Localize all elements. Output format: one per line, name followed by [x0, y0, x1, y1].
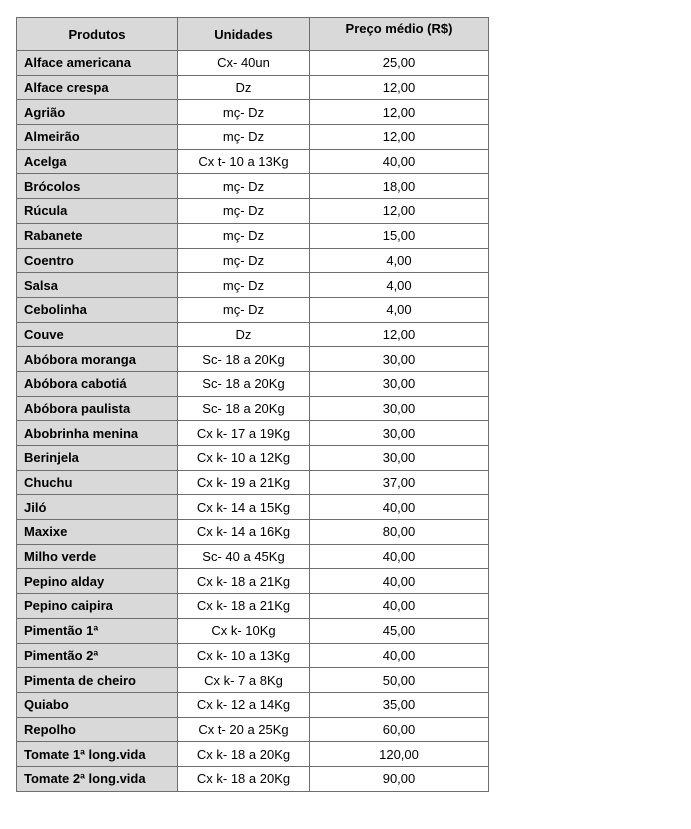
table-body — [17, 51, 489, 792]
cell-produto: Jiló — [17, 495, 178, 520]
cell-unidade: Cx k- 18 a 21Kg — [178, 569, 310, 594]
cell-preco-medio: 60,00 — [310, 717, 489, 742]
cell-preco-medio: 30,00 — [310, 446, 489, 471]
table-row — [17, 396, 489, 421]
cell-preco-medio: 4,00 — [310, 248, 489, 273]
table-row — [17, 347, 489, 372]
cell-preco-medio: 25,00 — [310, 51, 489, 76]
cell-preco-medio: 30,00 — [310, 347, 489, 372]
cell-unidade: Cx k- 7 a 8Kg — [178, 668, 310, 693]
cell-produto: Quiabo — [17, 692, 178, 717]
cell-preco-medio: 40,00 — [310, 544, 489, 569]
cell-preco-medio: 40,00 — [310, 149, 489, 174]
cell-unidade: Cx k- 14 a 15Kg — [178, 495, 310, 520]
cell-produto: Alface americana — [17, 51, 178, 76]
cell-produto: Almeirão — [17, 125, 178, 150]
table-row — [17, 569, 489, 594]
table-row — [17, 297, 489, 322]
cell-unidade: Cx k- 10 a 12Kg — [178, 446, 310, 471]
cell-unidade: Cx k- 18 a 20Kg — [178, 766, 310, 791]
cell-produto: Abóbora moranga — [17, 347, 178, 372]
table-row — [17, 100, 489, 125]
cell-preco-medio: 30,00 — [310, 396, 489, 421]
cell-preco-medio: 12,00 — [310, 322, 489, 347]
cell-preco-medio: 90,00 — [310, 766, 489, 791]
cell-produto: Rabanete — [17, 223, 178, 248]
cell-unidade: Cx k- 17 a 19Kg — [178, 421, 310, 446]
cell-unidade: Cx k- 14 a 16Kg — [178, 520, 310, 545]
cell-unidade: mç- Dz — [178, 100, 310, 125]
cell-unidade: Sc- 18 a 20Kg — [178, 347, 310, 372]
cell-produto: Brócolos — [17, 174, 178, 199]
cell-produto: Acelga — [17, 149, 178, 174]
cell-produto: Pepino alday — [17, 569, 178, 594]
cell-unidade: Sc- 18 a 20Kg — [178, 371, 310, 396]
table-row — [17, 149, 489, 174]
cell-preco-medio: 80,00 — [310, 520, 489, 545]
cell-unidade: Cx t- 10 a 13Kg — [178, 149, 310, 174]
cell-unidade: Cx k- 19 a 21Kg — [178, 470, 310, 495]
cell-preco-medio: 4,00 — [310, 297, 489, 322]
table-row — [17, 643, 489, 668]
table-row — [17, 742, 489, 767]
cell-produto: Rúcula — [17, 199, 178, 224]
cell-unidade: Sc- 40 a 45Kg — [178, 544, 310, 569]
cell-preco-medio: 40,00 — [310, 495, 489, 520]
cell-unidade: Cx k- 18 a 20Kg — [178, 742, 310, 767]
table-row — [17, 520, 489, 545]
cell-unidade: mç- Dz — [178, 273, 310, 298]
cell-unidade: Cx k- 10Kg — [178, 618, 310, 643]
cell-preco-medio: 12,00 — [310, 125, 489, 150]
cell-unidade: mç- Dz — [178, 297, 310, 322]
table-row — [17, 75, 489, 100]
cell-unidade: Cx k- 12 a 14Kg — [178, 692, 310, 717]
cell-unidade: mç- Dz — [178, 174, 310, 199]
cell-produto: Pimenta de cheiro — [17, 668, 178, 693]
cell-unidade: mç- Dz — [178, 223, 310, 248]
cell-produto: Alface crespa — [17, 75, 178, 100]
table-row — [17, 322, 489, 347]
cell-preco-medio: 15,00 — [310, 223, 489, 248]
cell-preco-medio: 45,00 — [310, 618, 489, 643]
cell-produto: Abóbora paulista — [17, 396, 178, 421]
cell-produto: Berinjela — [17, 446, 178, 471]
cell-preco-medio: 120,00 — [310, 742, 489, 767]
table-row — [17, 717, 489, 742]
table-row — [17, 248, 489, 273]
table-row — [17, 273, 489, 298]
cell-preco-medio: 37,00 — [310, 470, 489, 495]
cell-produto: Abóbora cabotiá — [17, 371, 178, 396]
cell-preco-medio: 40,00 — [310, 643, 489, 668]
table-row — [17, 199, 489, 224]
header-produtos: Produtos — [17, 18, 178, 51]
cell-produto: Tomate 2ª long.vida — [17, 766, 178, 791]
table-row — [17, 495, 489, 520]
cell-preco-medio: 40,00 — [310, 569, 489, 594]
cell-produto: Agrião — [17, 100, 178, 125]
table-row — [17, 446, 489, 471]
table-row — [17, 594, 489, 619]
cell-produto: Abobrinha menina — [17, 421, 178, 446]
cell-preco-medio: 30,00 — [310, 371, 489, 396]
table-row — [17, 125, 489, 150]
cell-unidade: Sc- 18 a 20Kg — [178, 396, 310, 421]
cell-preco-medio: 18,00 — [310, 174, 489, 199]
table-row — [17, 174, 489, 199]
cell-produto: Coentro — [17, 248, 178, 273]
cell-preco-medio: 50,00 — [310, 668, 489, 693]
table-row — [17, 470, 489, 495]
cell-preco-medio: 30,00 — [310, 421, 489, 446]
table-row — [17, 766, 489, 791]
table-row — [17, 544, 489, 569]
header-preco-medio: Preço médio (R$) — [310, 18, 489, 51]
table-row — [17, 51, 489, 76]
cell-unidade: mç- Dz — [178, 248, 310, 273]
cell-produto: Couve — [17, 322, 178, 347]
cell-preco-medio: 12,00 — [310, 199, 489, 224]
cell-produto: Tomate 1ª long.vida — [17, 742, 178, 767]
table-row — [17, 421, 489, 446]
cell-preco-medio: 12,00 — [310, 75, 489, 100]
cell-preco-medio: 40,00 — [310, 594, 489, 619]
cell-unidade: mç- Dz — [178, 125, 310, 150]
table-row — [17, 223, 489, 248]
cell-unidade: Cx t- 20 a 25Kg — [178, 717, 310, 742]
cell-unidade: mç- Dz — [178, 199, 310, 224]
cell-unidade: Cx- 40un — [178, 51, 310, 76]
cell-produto: Milho verde — [17, 544, 178, 569]
cell-unidade: Cx k- 10 a 13Kg — [178, 643, 310, 668]
cell-unidade: Cx k- 18 a 21Kg — [178, 594, 310, 619]
price-table — [16, 17, 489, 792]
header-unidades: Unidades — [178, 18, 310, 51]
cell-unidade: Dz — [178, 322, 310, 347]
table-header-row — [17, 18, 489, 51]
table-row — [17, 692, 489, 717]
cell-produto: Pimentão 2ª — [17, 643, 178, 668]
cell-produto: Repolho — [17, 717, 178, 742]
cell-preco-medio: 4,00 — [310, 273, 489, 298]
cell-unidade: Dz — [178, 75, 310, 100]
cell-produto: Maxixe — [17, 520, 178, 545]
cell-preco-medio: 35,00 — [310, 692, 489, 717]
cell-produto: Cebolinha — [17, 297, 178, 322]
table-row — [17, 668, 489, 693]
cell-produto: Chuchu — [17, 470, 178, 495]
table-row — [17, 618, 489, 643]
cell-produto: Pepino caipira — [17, 594, 178, 619]
table-row — [17, 371, 489, 396]
cell-produto: Salsa — [17, 273, 178, 298]
cell-preco-medio: 12,00 — [310, 100, 489, 125]
cell-produto: Pimentão 1ª — [17, 618, 178, 643]
